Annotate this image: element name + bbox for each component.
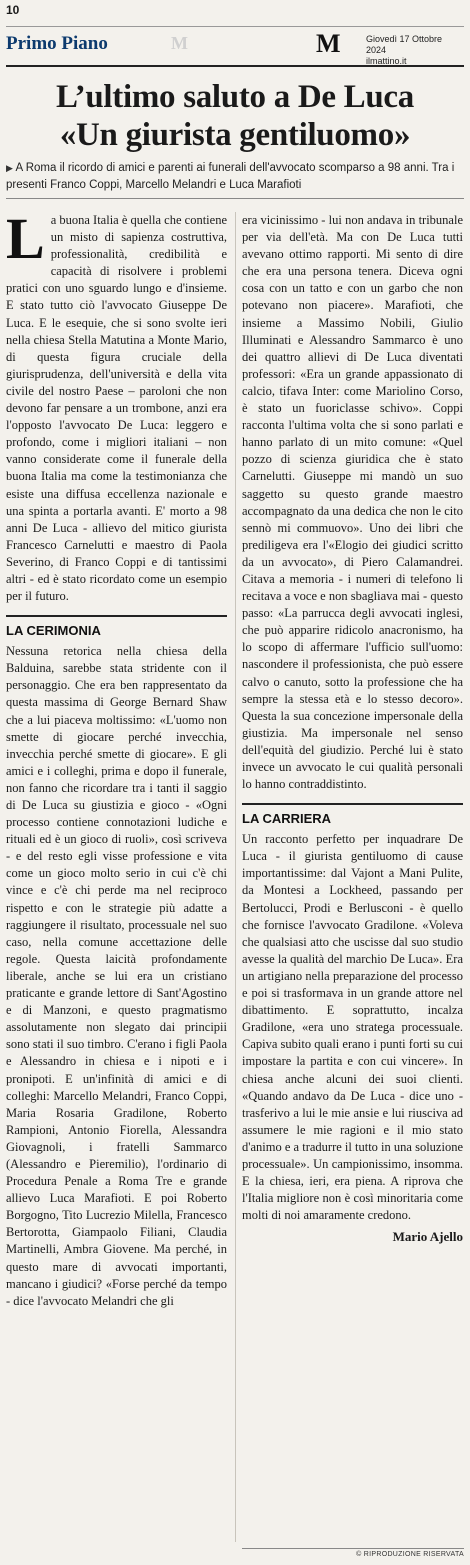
headline-line-2: «Un giurista gentiluomo»	[59, 117, 411, 153]
intro-text: a buona Italia è quella che contiene un misto di sapienza costruttiva, professionalità, credibilità e capacità di risolvere i problemi pratici con uno sguardo lungo e d'insieme. E stato tutto ciò l'avvocato Giuseppe De Luca. E le esequie, che si sono svolte ieri nella chiesa Stella Matutina a Monte Mario, di questa figura cruciale della giurisprudenza, dell'università e della vita civile del nostro Paese – paroloni che non devono far pensare a un trombone, anzi era l'opposto l'avvocato De Luca: leggero e profondo, come i migliori italiani – non vanno considerate come il funerale della buona Italia ma come la testimonianza che esiste una diffusa eccellenza nazionale e una spinta a portarla avanti. E' morto a 98 anni De Luca - allievo del mitico giurista Francesco Carnelutti e maestro di Paola Severino, di Franco Coppi e di tantissimi altri - ed è stato ricordato come un esempio per il futuro.	[6, 213, 227, 604]
issue-date: Giovedì 17 Ottobre 2024	[366, 34, 443, 55]
article-column-left	[6, 206, 227, 1312]
copyright-note: © RIPRODUZIONE RISERVATA	[356, 1551, 464, 1558]
section-header	[6, 26, 464, 67]
section-title-carriera: LA CARRIERA	[242, 803, 463, 827]
article-column-right	[242, 212, 463, 1245]
carriera-paragraph: Un racconto perfetto per inquadrare De Luca - il giurista gentiluomo di cause importantissime: dal Vajont a Mani Pulite, da Montesi a Lockheed, passando per Bertolucci, Prodi e Berlusconi - è quello che fornisce l'avvocato Gradilone. «Voleva che qualsiasi atto che uscisse dal suo studio avesse la qualità del marchio De Luca». Era un artigiano nella preparazione del processo e poi si trasformava in un grande attore nel dibattimento. E soprattutto, incalza Gradilone, «era uno stratega processuale. Capiva subito quali erano i punti forti su cui impostare la partita e con cui vincere». In chiesa anche alcuni dei suoi clienti. «Quando andavo da De Luca - dice uno - trasferivo a lui le mie ansie e lui riusciva ad assumere le mie ragioni e il mio stato d'animo e a tradurre il tutto in una soluzione processuale». Un campionissimo, insomma. E la chiesa, ieri, era piena. A riprova che l'Italia migliore non è così minoritaria come molti di noi amaramente credono.	[242, 832, 463, 1223]
dateline	[366, 34, 464, 67]
section-name: Primo Piano	[6, 33, 108, 54]
newspaper-logo: M	[316, 29, 341, 58]
faint-logo-mark: M	[171, 33, 188, 53]
cerimonia-paragraph: Nessuna retorica nella chiesa della Balduina, sarebbe stata stridente con il personaggio. Che era ben rappresentato da questa massima di George Bernard Shaw che a lui piaceva moltissimo: «L'uomo non smette di giocare perché invecchia, invecchia perché smette di giocare». E gli amici e i colleghi, prima e dopo il funerale, non fanno che ricordare tra i tanti il saggio di De Luca su giustizia e gioco - «Ogni processo contiene connotazioni ludiche e rituali ed è un gioco di ruoli», così scriveva - e del resto egli visse professione e vita come un gioco molto serio in cui c'è chi vince e c'è chi perde ma nel reciproco rispetto e con le strategie più adatte a raggiungere il risultato, processuale nel suo caso, nella comune accettazione delle regole. Questa laicità profondamente liberale, anche se lui era un cristiano praticante e grande lettore di Sant'Agostino e di Manzoni, e questo pragmatismo assolutamente non slegato dai principii sono stati il suo timbro. C'erano i figli Paola e Alessandro in chiesa e i nipoti e i pronipoti. E un'infinità di amici e di colleghi: Marcello Melandri, Franco Coppi, Maria Rosaria Gradilone, Roberto Rampioni, Antonio Fiorella, Alessandra Giovagnoli, i fratelli Sammarco (Alessandro e Pieremilio), l'ordinario di Procedura Penale a Roma Tre e grande allievo Luca Marafioti. E poi Roberto Borgogno, Tito Lucrezio Milella, Francesco Bertorotta, Giampaolo Filiani, Claudia Martinelli, Ambra Giovene. Ma perché, in questo mare di avvocati importanti, mancano i giudici? «Forse perché da tempo - dice l'avvocato Melandri che gli	[6, 644, 227, 1308]
footer-rule	[242, 1548, 464, 1549]
page-number: 10	[6, 3, 20, 17]
author-byline: Mario Ajello	[392, 1229, 463, 1245]
column-divider	[235, 212, 236, 1542]
subheadline	[6, 160, 464, 194]
website: ilmattino.it	[366, 56, 407, 66]
header-rule	[6, 198, 464, 199]
headline-line-1: L’ultimo saluto a De Luca	[56, 79, 414, 115]
subheadline-text: A Roma il ricordo di amici e parenti ai funerali dell'avvocato scomparso a 98 anni. Tra i presenti Franco Coppi, Marcello Melandri e Luca Marafioti	[6, 162, 455, 191]
section-title-cerimonia: LA CERIMONIA	[6, 615, 227, 639]
intro-paragraph	[6, 206, 227, 605]
drop-cap: L	[6, 206, 45, 271]
triangle-bullet-icon: ▶	[6, 163, 13, 173]
cerimonia-continued-paragraph: era vicinissimo - lui non andava in tribunale per via dell'età. Ma con De Luca tutti avevano ottimo rapporti. Mi sento di dire che era una persona tenera. Diceva ogni cosa con un tatto e con un garbo che non potevano non piacere». Marafioti, che insieme a Massimo Nobili, Giulio Illuminati e Alessandro Sammarco è uno dei quattro allievi di De Luca diventati professori: «Era un grande appassionato di calcio, tifava Inter: come Mariolino Corso, è stato un fuoriclasse schivo». Coppi racconta l'ultima volta che si sono parlati e hanno parlato di un mito comune: «Quel pozzo di scienza giuridica che è stato Carnelutti. Giuseppe mi mandò un suo saggetto su questo grande maestro accompagnato da una dedica che non le cito sennò mi commuovo». Uno dei libri che prediligeva era l'«Elogio dei giudici scritto da un avvocato», di Piero Calamandrei. Citava a memoria - i numeri di telefono li recitava a voce e non sbagliava mai - questo passo: «La parrucca degli avvocati inglesi, che può apparire ridicolo anacronismo, ha lo scopo di affermare l'ufficio sull'uomo: nascondere il professionista, che può essere calvo o canuto, sotto la professione che ha sempre la stessa età e lo stesso decoro». Questa la sua concezione impersonale della giustizia. Ma impersonale nel senso dell'equità del giudizio. Perché lui è stato invece un avvocato le cui qualità personali lo hanno contraddistinto.	[242, 213, 463, 792]
headline	[6, 78, 464, 154]
